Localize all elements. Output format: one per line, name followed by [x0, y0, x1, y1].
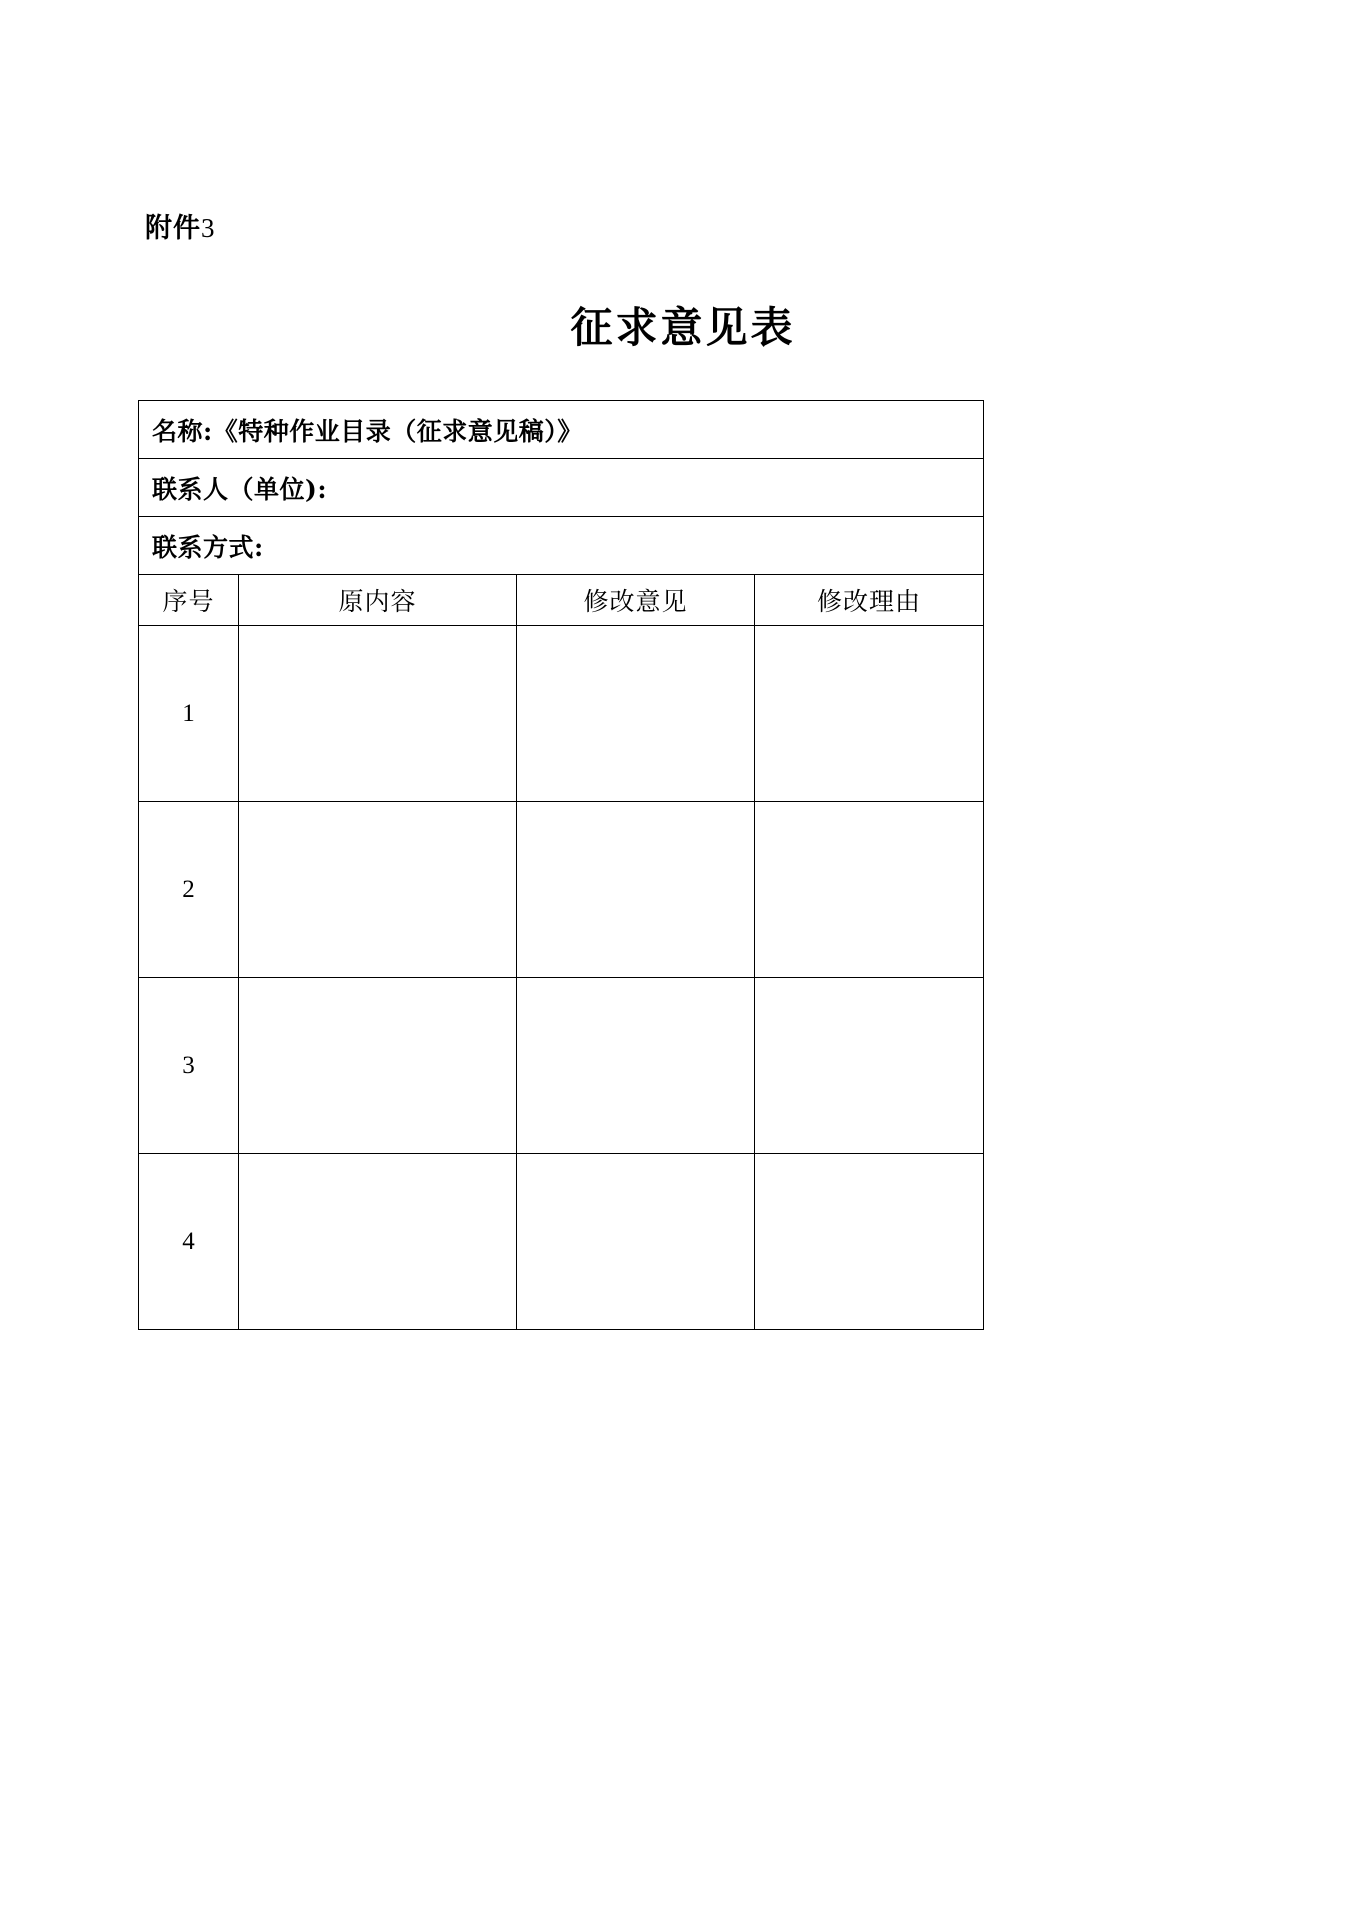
opinion-form-table [138, 400, 984, 1330]
cell-original[interactable] [239, 978, 517, 1154]
cell-original[interactable] [239, 802, 517, 978]
cell-index: 3 [139, 978, 239, 1154]
attachment-number: 3 [201, 213, 216, 243]
cell-opinion[interactable] [517, 978, 755, 1154]
table-header-row [139, 575, 984, 626]
table-row [139, 802, 984, 978]
column-header-index: 序号 [139, 575, 239, 626]
cell-original[interactable] [239, 1154, 517, 1330]
cell-reason[interactable] [755, 626, 984, 802]
form-row-contact-method [139, 517, 984, 575]
cell-index: 1 [139, 626, 239, 802]
cell-reason[interactable] [755, 802, 984, 978]
column-header-opinion: 修改意见 [517, 575, 755, 626]
cell-original[interactable] [239, 626, 517, 802]
form-field-contact-method: 联系方式: [139, 517, 984, 575]
column-header-reason: 修改理由 [755, 575, 984, 626]
attachment-label-text: 附件 [145, 213, 201, 244]
cell-index: 4 [139, 1154, 239, 1330]
table-row [139, 978, 984, 1154]
attachment-label [145, 206, 216, 245]
form-row-contact-person [139, 459, 984, 517]
column-header-original: 原内容 [239, 575, 517, 626]
cell-opinion[interactable] [517, 626, 755, 802]
form-row-name [139, 401, 984, 459]
cell-reason[interactable] [755, 1154, 984, 1330]
page-title: 征求意见表 [570, 303, 796, 352]
cell-opinion[interactable] [517, 1154, 755, 1330]
table-row [139, 1154, 984, 1330]
cell-index: 2 [139, 802, 239, 978]
form-field-name: 名称:《特种作业目录（征求意见稿）》 [139, 401, 984, 459]
cell-reason[interactable] [755, 978, 984, 1154]
table-row [139, 626, 984, 802]
cell-opinion[interactable] [517, 802, 755, 978]
form-field-contact-person: 联系人（单位): [139, 459, 984, 517]
